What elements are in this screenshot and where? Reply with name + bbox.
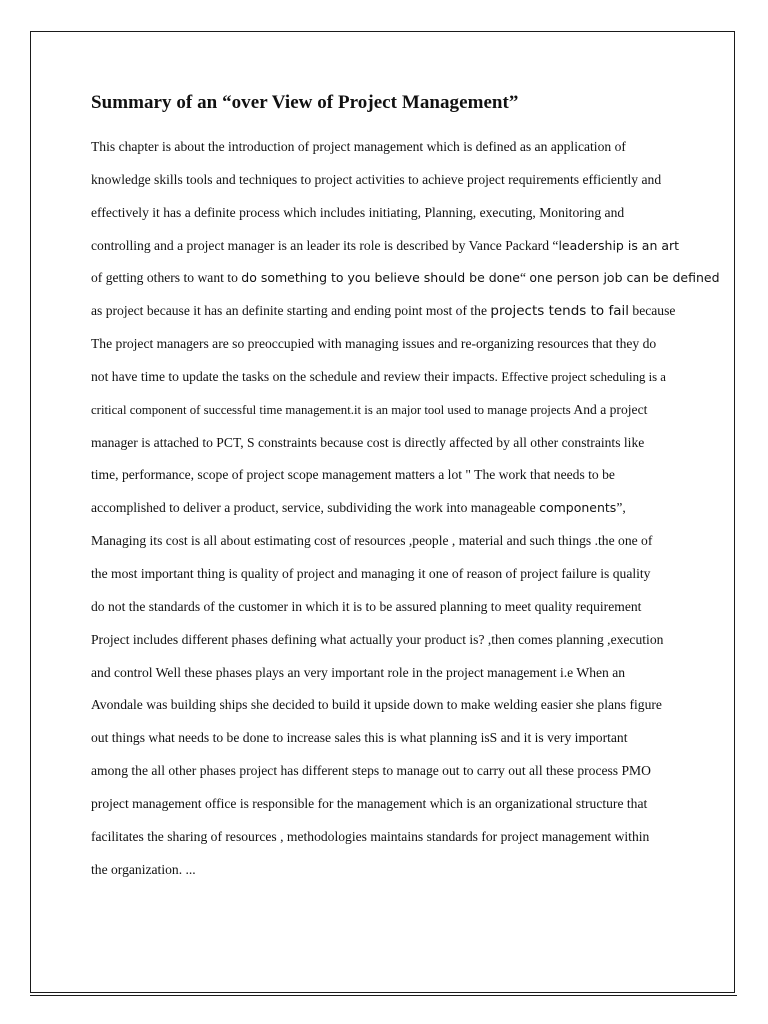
text-run: manager is attached to PCT, S constraints because cost is directly affected by all other constraints like bbox=[91, 434, 645, 450]
text-run: the organization. ... bbox=[91, 861, 196, 877]
body-line bbox=[91, 431, 701, 464]
document-title: Summary of an “over View of Project Management” bbox=[91, 92, 519, 113]
text-run: controlling and a project manager is an leader its role is described by Vance Packard “ bbox=[91, 237, 559, 253]
text-run: the most important thing is quality of project and managing it one of reason of project failure is quality bbox=[91, 565, 651, 581]
body-line bbox=[91, 266, 720, 299]
body-line bbox=[91, 201, 701, 234]
quote-run: leadership is an art bbox=[558, 237, 680, 253]
body-line bbox=[91, 792, 701, 825]
text-run: ”, bbox=[616, 500, 626, 516]
text-run: critical component of successful time management.it is an major tool used to manage projects bbox=[91, 402, 571, 417]
text-run: Effective project scheduling is a bbox=[501, 369, 666, 384]
body-line bbox=[91, 825, 701, 858]
text-run: The project managers are so preoccupied with managing issues and re-organizing resources that they do bbox=[91, 336, 657, 352]
quote-run: components bbox=[539, 500, 617, 516]
text-run: out things what needs to be done to increase sales this is what planning isS and it is very important bbox=[91, 730, 628, 746]
body-line bbox=[91, 398, 701, 431]
text-run: and control Well these phases plays an very important role in the project management i.e When an bbox=[91, 664, 626, 680]
body-line bbox=[91, 234, 701, 267]
body-line bbox=[91, 759, 701, 792]
text-run: knowledge skills tools and techniques to project activities to achieve project requirements efficiently and bbox=[91, 171, 662, 187]
body-line bbox=[91, 858, 701, 891]
text-run: as project because it has an definite starting and ending point most of the bbox=[91, 303, 491, 319]
body-line bbox=[91, 332, 701, 365]
text-run: Managing its cost is all about estimating cost of resources ,people , material and such things .the one of bbox=[91, 533, 653, 549]
quote-run: do something to you believe should be done bbox=[241, 270, 520, 286]
text-run: among the all other phases project has different steps to manage out to carry out all these process PMO bbox=[91, 763, 651, 779]
body-line bbox=[91, 562, 701, 595]
body-line bbox=[91, 299, 701, 332]
text-run: effectively it has a definite process which includes initiating, Planning, executing, Monitoring and bbox=[91, 204, 625, 220]
text-run: And a project bbox=[570, 401, 648, 417]
body-line bbox=[91, 628, 701, 661]
text-run: This chapter is about the introduction of project management which is defined as an application of bbox=[91, 139, 626, 154]
text-run: not have time to update the tasks on the schedule and review their impacts. bbox=[91, 368, 502, 384]
body-line bbox=[91, 135, 701, 168]
text-run: of getting others to want to bbox=[91, 270, 242, 286]
body-line bbox=[91, 661, 701, 694]
body-line bbox=[91, 529, 701, 562]
quote-run: one person job can be defined bbox=[529, 270, 720, 286]
body-line bbox=[91, 365, 701, 398]
body-text bbox=[91, 135, 720, 890]
highlight-run: projects tends to fail bbox=[490, 303, 630, 320]
text-run: accomplished to deliver a product, service, subdividing the work into manageable bbox=[91, 500, 540, 516]
body-line bbox=[91, 726, 701, 759]
text-run: Project includes different phases defining what actually your product is? ,then comes planning ,execution bbox=[91, 631, 664, 647]
text-run: time, performance, scope of project scope management matters a lot " The work that needs to be bbox=[91, 467, 615, 483]
text-run: do not the standards of the customer in which it is to be assured planning to meet quality requirement bbox=[91, 598, 642, 614]
text-run: “ bbox=[519, 270, 530, 286]
body-line bbox=[91, 496, 701, 529]
body-line bbox=[91, 168, 701, 201]
text-run: facilitates the sharing of resources , methodologies maintains standards for project management within bbox=[91, 828, 650, 844]
body-line bbox=[91, 595, 701, 628]
body-line bbox=[91, 693, 701, 726]
body-line bbox=[91, 463, 701, 496]
text-run: Avondale was building ships she decided to build it upside down to make welding easier she plans figure bbox=[91, 697, 662, 713]
text-run: project management office is responsible for the management which is an organizational structure that bbox=[91, 795, 648, 811]
text-run: because bbox=[629, 303, 676, 319]
